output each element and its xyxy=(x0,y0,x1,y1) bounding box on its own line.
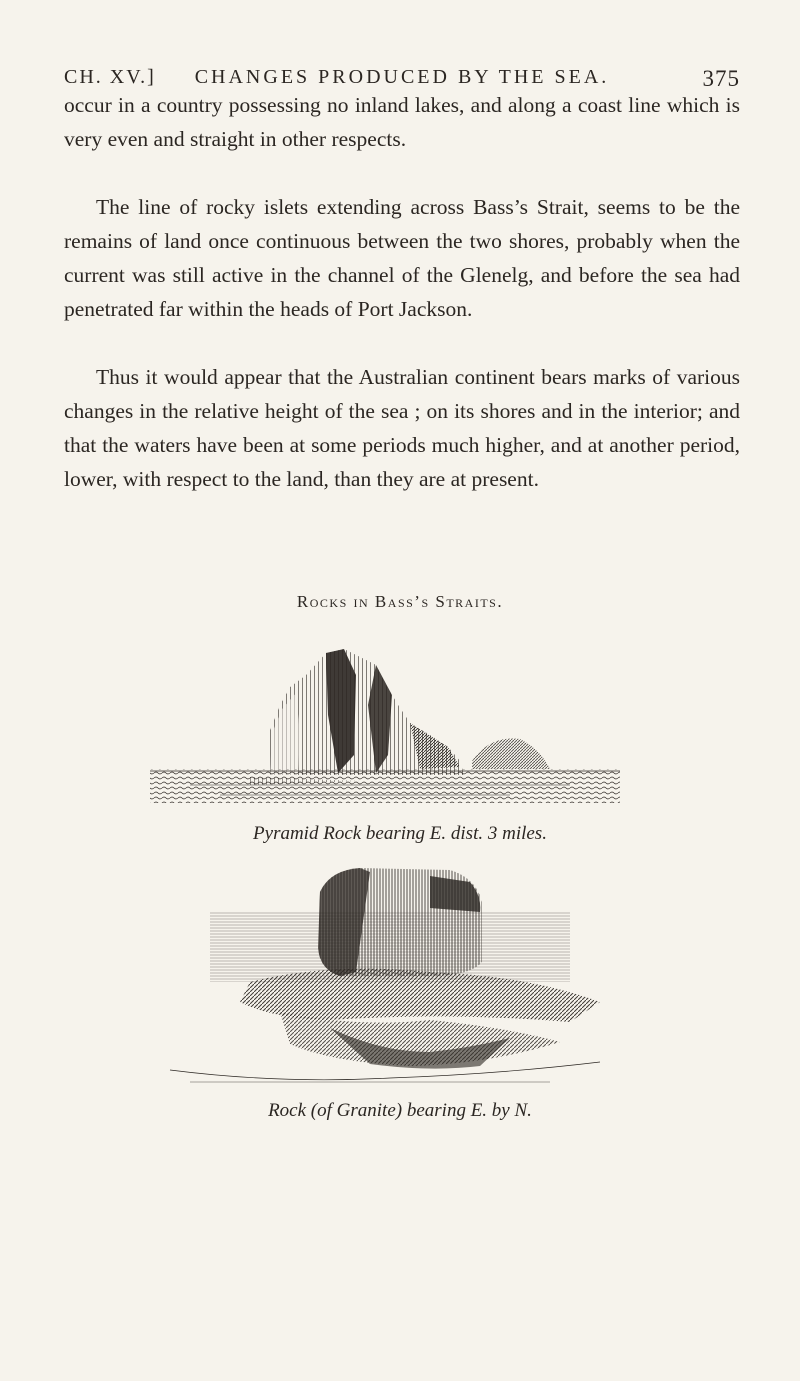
pyramid-rock-label: Pyramid Rock bearing E. dist. 3 miles. xyxy=(253,823,547,844)
page-number: 375 xyxy=(702,66,740,91)
figure-caption: Rocks in Bass’s Straits. xyxy=(296,592,504,611)
running-title: CHANGES PRODUCED BY THE SEA. xyxy=(194,66,610,88)
granite-rock-engraving xyxy=(130,852,650,1102)
paragraph-australian-continent: Thus it would appear that the Australian continent bears marks of various changes in the relative height of the sea ; on its shores and in the interior; and that the waters have been at some periods much higher, and at another period, lower, with respect to the land, than they are at present. xyxy=(64,365,740,491)
paragraph-continuation: occur in a country possessing no inland lakes, and along a coast line which is very even and straight in other respects. xyxy=(64,93,740,151)
granite-rock-label: Rock (of Granite) bearing E. by N. xyxy=(268,1100,532,1121)
pyramid-rock-engraving xyxy=(130,635,650,825)
chapter-marker: CH. XV.] xyxy=(64,66,156,88)
paragraph-rocky-islets: The line of rocky islets extending across Bass’s Strait, seems to be the remains of land once continuous between the two shores, probably when the current was still active in the channel of the Glenelg, and before the sea had penetrated far within the heads of Port Jackson. xyxy=(64,195,740,321)
